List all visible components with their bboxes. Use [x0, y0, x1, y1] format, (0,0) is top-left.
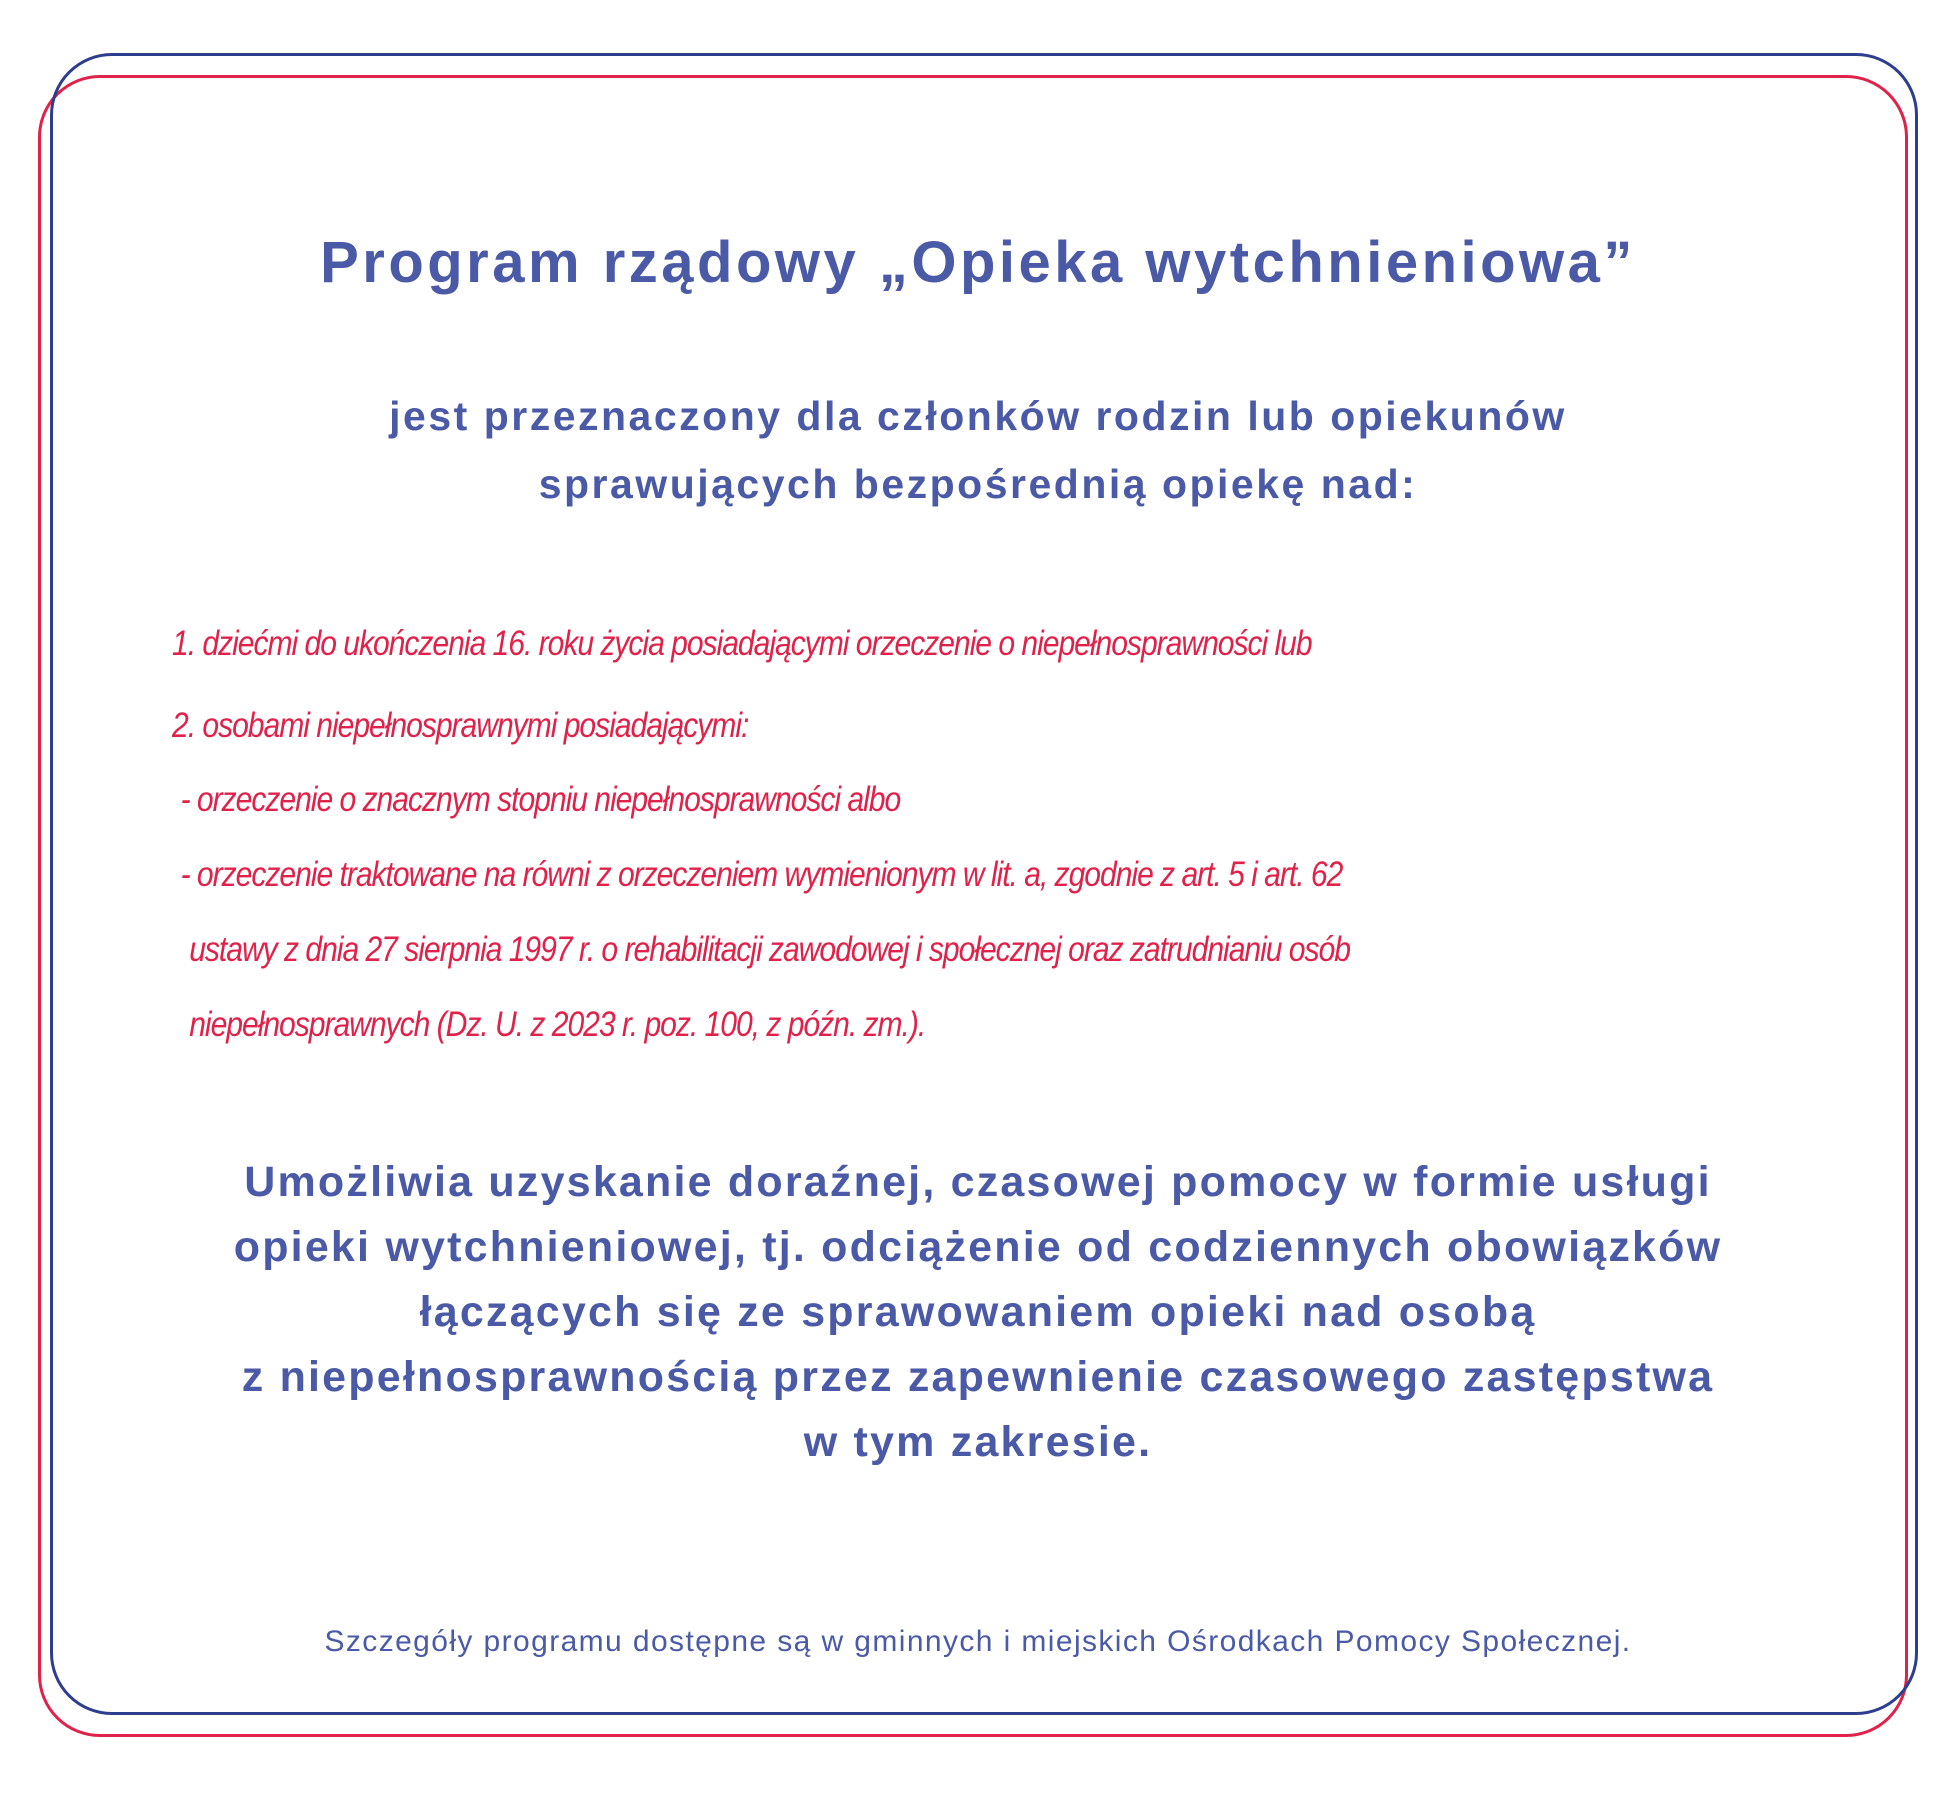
list-item-2: 2. osobami niepełnosprawnymi posiadającymi: [172, 706, 749, 745]
intro-paragraph [0, 382, 1956, 518]
list-subitem-1: - orzeczenie o znacznym stopniu niepełnosprawności albo [180, 780, 901, 819]
footer-note: Szczegóły programu dostępne są w gminnych i miejskich Ośrodkach Pomocy Społecznej. [324, 1625, 1632, 1658]
description-line-3: łączących się ze sprawowaniem opieki nad osobą [419, 1288, 1537, 1336]
description-line-2: opieki wytchnieniowej, tj. odciążenie od codziennych obowiązków [233, 1223, 1723, 1271]
intro-line-2: sprawujących bezpośrednią opiekę nad: [538, 461, 1418, 507]
description-line-1: Umożliwia uzyskanie doraźnej, czasowej pomocy w formie usługi [244, 1158, 1712, 1206]
description-line-4: z niepełnosprawnością przez zapewnienie czasowego zastępstwa [241, 1353, 1715, 1401]
description-line-5: w tym zakresie. [803, 1418, 1153, 1466]
page-title: Program rządowy „Opieka wytchnieniowa” [320, 230, 1636, 295]
list-item-1: 1. dziećmi do ukończenia 16. roku życia posiadającymi orzeczenie o niepełnosprawności lub [172, 624, 1312, 663]
program-description [0, 1150, 1956, 1475]
list-subitem-2-line-1: - orzeczenie traktowane na równi z orzeczeniem wymienionym w lit. a, zgodnie z art. 5 i art. 62 [180, 855, 1343, 894]
list-subitem-2-line-3: niepełnosprawnych (Dz. U. z 2023 r. poz. 100, z późn. zm.). [189, 1005, 926, 1044]
list-subitem-2-line-2: ustawy z dnia 27 sierpnia 1997 r. o rehabilitacji zawodowej i społecznej oraz zatrudnianiu osób [189, 930, 1350, 969]
intro-line-1: jest przeznaczony dla członków rodzin lub opiekunów [389, 393, 1567, 439]
